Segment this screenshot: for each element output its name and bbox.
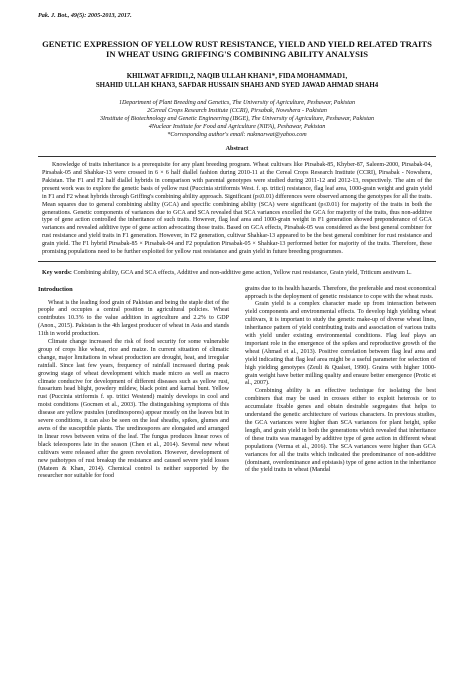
affiliation-list bbox=[38, 99, 436, 139]
abstract-heading: Abstract bbox=[225, 146, 249, 153]
author-list bbox=[38, 72, 436, 91]
keywords-text: Combining ability, GCA and SCA effects, Additive and non-additive gene action, Yellow rust resistance, Grain yield, Triticum aestivum L. bbox=[73, 269, 412, 276]
affiliation-line: 1Department of Plant Breeding and Genetics, The University of Agriculture, Peshawar, Pakistan bbox=[118, 100, 356, 106]
body-paragraph: Combining ability is an effective technique for isolating the best combiners that may be used in crosses either to exploit heterosis or to accumulate fixable genes and obtain desirable segregates that helps to understand the genetic architecture of various characters. In previous studies, the GCA variances were higher than SCA variances for plant height, spike length, and grain yield in both the generations which revealed that inheritance of these traits was managed by additive type of gene action in different wheat populations (Verma et al., 2016). The SCA variances were higher than GCA variances for all the traits which indicated the predominance of non-additive (dominant, overdominance and epistasis) type of gene action in the inheritance of the yield traits in wheat (Mandal bbox=[245, 388, 436, 474]
keywords bbox=[42, 269, 432, 277]
body-paragraph: grains due to its health hazards. Therefore, the preferable and most economical approach is the deployment of genetic resistance to cope with the wheat rusts. bbox=[245, 285, 436, 300]
corresponding-author: *Corresponding author's email: nukmarwat@yahoo.com bbox=[167, 132, 307, 139]
keywords-label: Key words: bbox=[42, 269, 72, 276]
affiliation-line: 4Nuclear Institute for Food and Agriculture (NIFA), Peshawar, Pakistan bbox=[148, 124, 326, 131]
abstract-text: Knowledge of traits inheritance is a prerequisite for any plant breeding program. Wheat cultivars like Pirsabak-85, Khyber-87, Saleem-2000, Pirsabak-04, Pirsabak-05 and Shahkar-13 were crossed in 6 × 6 half diallel fashion during 2010-11 at the Cereal Crops Research Institute (CCRI), Pirsabak - Nowshera, Pakistan. The F1 and F2 half diallel hybrids in comparison with parental genotypes were studied during 2011-12 and 2012-13, respectively. The aim of the present work was to explore the genetic basis of yellow rust (Puccinia striiformis West. f. sp. tritici) resistance, flag leaf area, 1000-grain weight and grain yield in F1 and F2 wheat hybrids through Griffing's combining ability approach. Significant (p≤0.01) differences were observed among the genotypes for all the traits. Mean squares due to general combining ability (GCA) and specific combining ability (SCA) were significant (p≤0.01) for majority of the traits in both the generations. Genetic components of variances due to GCA and SCA revealed that SCA variances excelled the GCA for majority of the traits, thus non-additive type of gene action controlled the inheritance of such traits. However, flag leaf area and 1000-grain weight in F1 generation showed preponderance of GCA variances and revealed additive type of gene action advocating those traits. Based on GCA effects, Pirsabak-05 was considered as the best general combiner for rust resistance and yield traits in F1 generation. However, in F2 generation, cultivar Shahkar-13 appeared to be the best general combiner for rust resistance and grain yield. The F1 hybrid Pirsabak-85 × Pirsabak-04 and F2 population Pirsabak-05 × Shahkar-13 performed better for majority of the traits. Therefore, these promising populations need to be further exploited for yellow rust resistance and grain yield in future breeding programmes. bbox=[42, 162, 432, 255]
body-paragraph: Grain yield is a complex character made up from interaction between yield components and environmental effects. To develop high yielding wheat cultivars, it is important to study the genetic make-up of diverse wheat lines, inheritance pattern of yield contributing traits and association of various traits with yield under existing environmental conditions. Flag leaf plays an important role in the emergence of the spikes and reproductive growth of the wheat (Ahmad et al., 2013). Positive correlation between flag leaf area and yield indicating that flag leaf area might be a useful parameter for selection of high yielding genotypes (Zeuli & Qualset, 1990). Grains with higher 1000-grain weight have better milling quality and ensure better emergence (Protic et al., 2007). bbox=[245, 301, 436, 387]
abstract-bottom-rule bbox=[38, 261, 436, 262]
author-line: SHAHID ULLAH KHAN3, SAFDAR HUSSAIN SHAH3 AND SYED JAWAD AHMAD SHAH4 bbox=[95, 82, 379, 90]
abstract-top-rule bbox=[38, 156, 436, 157]
author-line: KHILWAT AFRIDI1,2, NAQIB ULLAH KHAN1*, FIDA MOHAMMAD1, bbox=[126, 72, 348, 80]
body-paragraph: Climate change increased the risk of food security for some vulnerable group of crops like wheat, rice and maize. In current situation of climatic change, major limitations in wheat production are drought, heat, and irregular rainfall. Since last few years, frequency of rainfall increased during peak growing stage of wheat development which made micro as well as macro climate conducive for development of different diseases such as yellow rust, fussarium head blight, powdery mildew, black point and karnal bunt. Yellow rust (Puccinia striformis f. sp. tritici Westend) mainly develops in cool and moist conditions (Gocmen et al., 2003). The distinguishing symptoms of this disease are yellow pustules (uredinospores) appear mostly on the leaves but in severe conditions, it can also be seen on the leaf sheaths, spikes, glumes and awns of the susceptible plants. The uredinospores are elongated and arranged in linear rows between veins of the leaf. The fungus produces linear rows of black teleospores late in the season (Chen et al., 2014). Several new wheat cultivars were released after the green revolution. However, development of new pathotypes of rust breakup the resistance and caused severe yield losses (Mateen & Khan, 2014). Chemical control is neither supported by the researcher nor suitable for food bbox=[38, 339, 229, 480]
body-paragraph: Wheat is the leading food grain of Pakistan and being the staple diet of the people and occupies a central position in agricultural policies. Wheat contributes 10.3% to the value addition in agriculture and 2.2% to GDP (Anon., 2015). Pakistan is the 4th largest producer of wheat in Asia and stands 11th in world production. bbox=[38, 299, 229, 338]
right-column bbox=[245, 286, 436, 482]
journal-citation: Pak. J. Bot., 49(5): 2005-2013, 2017. bbox=[38, 12, 132, 19]
introduction-heading: Introduction bbox=[38, 285, 73, 293]
paper-title: GENETIC EXPRESSION OF YELLOW RUST RESISTANCE, YIELD AND YIELD RELATED TRAITS IN WHEAT USING GRIFFING'S COMBINING ABILITY ANALYSIS bbox=[42, 39, 432, 60]
affiliation-line: 3Institute of Biotechnology and Genetic Engineering (IBGE), The University of Agriculture, Peshawar, Pakistan bbox=[100, 116, 374, 123]
body-columns bbox=[38, 286, 436, 482]
affiliation-line: 2Cereal Crops Research Institute (CCRI), Pirsabak, Nowshera - Pakistan bbox=[147, 108, 327, 115]
left-column bbox=[38, 286, 229, 482]
